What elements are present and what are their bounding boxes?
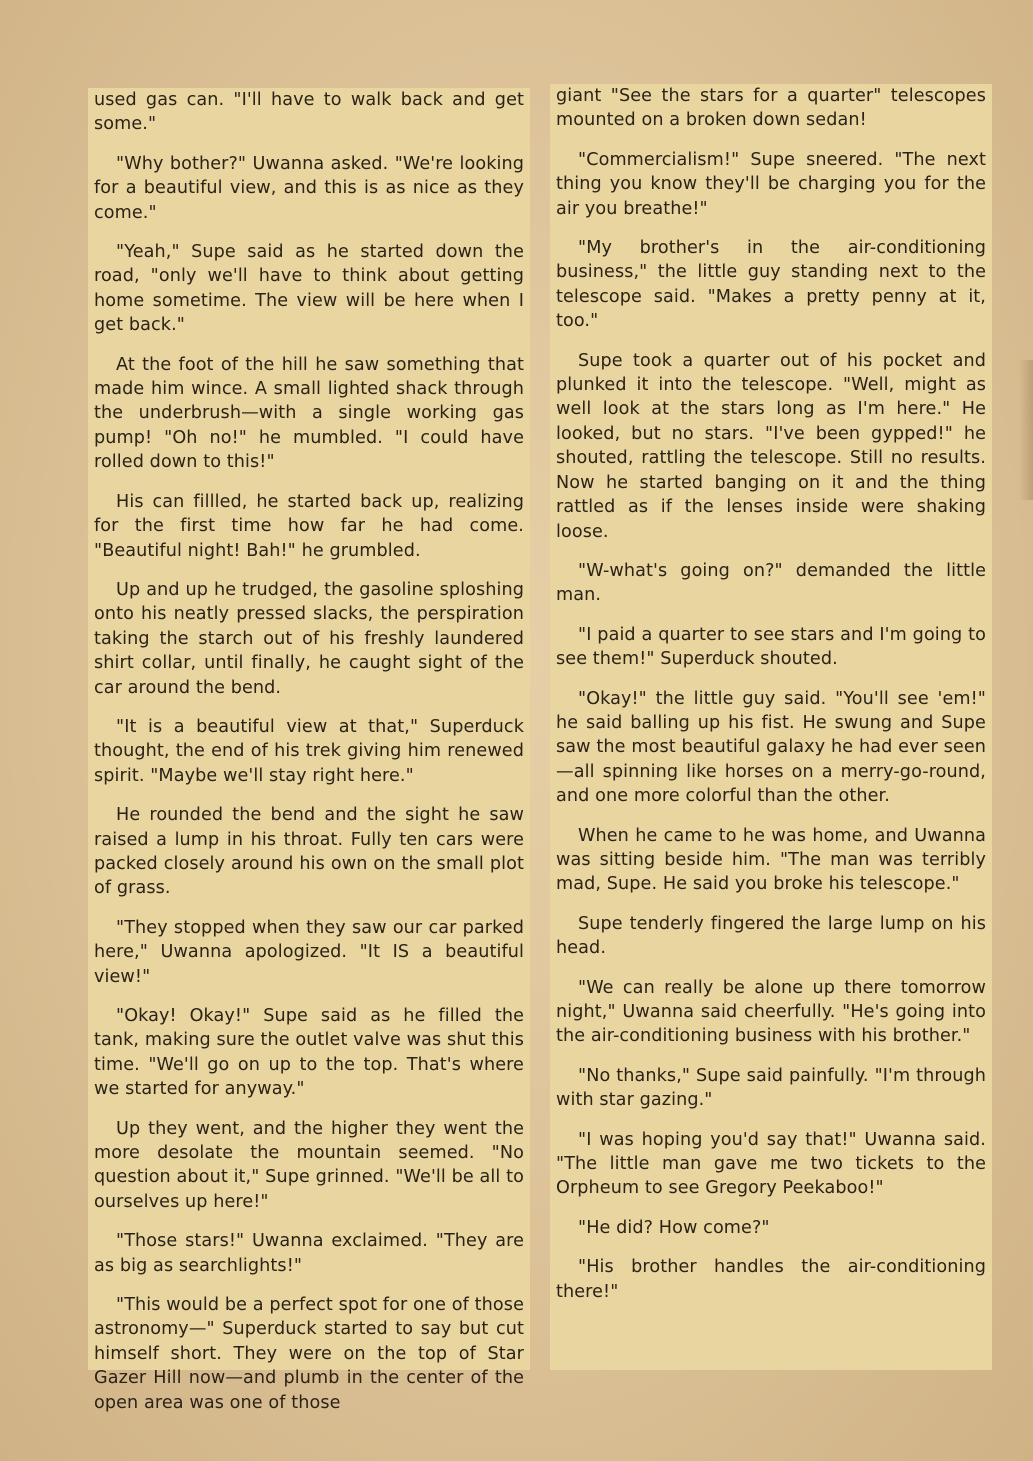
paragraph: used gas can. "I'll have to walk back and get some." xyxy=(94,90,524,135)
paragraph: "It is a beautiful view at that," Superduck thought, the end of his trek giving him renewed spirit. "Maybe we'll stay right here." xyxy=(94,716,524,786)
paragraph: "They stopped when they saw our car parked here," Uwanna apologized. "It IS a beautiful view!" xyxy=(94,917,524,987)
paragraph: "Okay!" the little guy said. "You'll see 'em!" he said balling up his fist. He swung and Supe saw the most beautiful galaxy he had ever seen—all spinning like horses on a merry-go-round, and one more colorful than the other. xyxy=(556,688,986,807)
paragraph: "W-what's going on?" demanded the little man. xyxy=(556,560,986,606)
paragraph: Up they went, and the higher they went the more desolate the mountain seemed. "No question about it," Supe grinned. "We'll be all to ourselves up here!" xyxy=(94,1118,524,1212)
paragraph: "Okay! Okay!" Supe said as he filled the tank, making sure the outlet valve was shut this time. "We'll go on up to the top. That's where we started for anyway." xyxy=(94,1006,524,1100)
paragraph: "Those stars!" Uwanna exclaimed. "They are as big as searchlights!" xyxy=(94,1231,524,1276)
paragraph: He rounded the bend and the sight he saw raised a lump in his throat. Fully ten cars were packed closely around his own on the small plot of grass. xyxy=(94,805,524,899)
paragraph: "He did? How come?" xyxy=(578,1217,770,1238)
paragraph: "His brother handles the air-conditioning there!" xyxy=(556,1257,986,1302)
paragraph: Supe tenderly fingered the large lump on his head. xyxy=(556,913,986,959)
paragraph: Supe took a quarter out of his pocket and plunked it into the telescope. "Well, might as well look at the stars long as I'm here." He looked, but no stars. "I've been gypped!" he shouted, rattling the telescope. Still no results. Now he started banging on it and the thing rattled as if the lenses inside were shaking loose. xyxy=(556,350,986,542)
paragraph: "I was hoping you'd say that!" Uwanna said. "The little man gave me two tickets to the Orpheum to see Gregory Peekaboo!" xyxy=(556,1129,986,1199)
paragraph: Up and up he trudged, the gasoline sploshing onto his neatly pressed slacks, the perspiration taking the starch out of his freshly laundered shirt collar, until finally, he caught sight of the car around the bend. xyxy=(94,579,524,698)
paragraph: giant "See the stars for a quarter" telescopes mounted on a broken down sedan! xyxy=(556,86,986,131)
right-text-column xyxy=(550,84,992,1370)
paragraph: "Commercialism!" Supe sneered. "The next thing you know they'll be charging you for the air you breathe!" xyxy=(556,149,986,219)
paragraph: At the foot of the hill he saw something that made him wince. A small lighted shack through the underbrush—with a single working gas pump! "Oh no!" he mumbled. "I could have rolled down to this!" xyxy=(94,354,524,473)
paragraph: "My brother's in the air-conditioning business," the little guy standing next to the telescope said. "Makes a pretty penny at it, too." xyxy=(556,238,986,332)
page-edge-shadow xyxy=(1019,360,1033,500)
paragraph: "This would be a perfect spot for one of those astronomy—" Superduck started to say but cut himself short. They were on the top of Star Gazer Hill now—and plumb in the center of the open area was one of those xyxy=(94,1295,524,1413)
paragraph: "We can really be alone up there tomorrow night," Uwanna said cheerfully. "He's going into the air-conditioning business with his brother." xyxy=(556,977,986,1047)
left-text-column xyxy=(88,88,530,1413)
paragraph: His can fillled, he started back up, realizing for the first time how far he had come. "Beautiful night! Bah!" he grumbled. xyxy=(94,491,524,561)
paragraph: "I paid a quarter to see stars and I'm going to see them!" Superduck shouted. xyxy=(556,624,986,670)
paragraph: When he came to he was home, and Uwanna was sitting beside him. "The man was terribly mad, Supe. He said you broke his telescope." xyxy=(556,825,986,895)
paragraph: "No thanks," Supe said painfully. "I'm through with star gazing." xyxy=(556,1065,986,1111)
paragraph: "Yeah," Supe said as he started down the road, "only we'll have to think about getting home sometime. The view will be here when I get back." xyxy=(94,242,524,336)
paragraph: "Why bother?" Uwanna asked. "We're looking for a beautiful view, and this is as nice as they come." xyxy=(94,153,524,223)
